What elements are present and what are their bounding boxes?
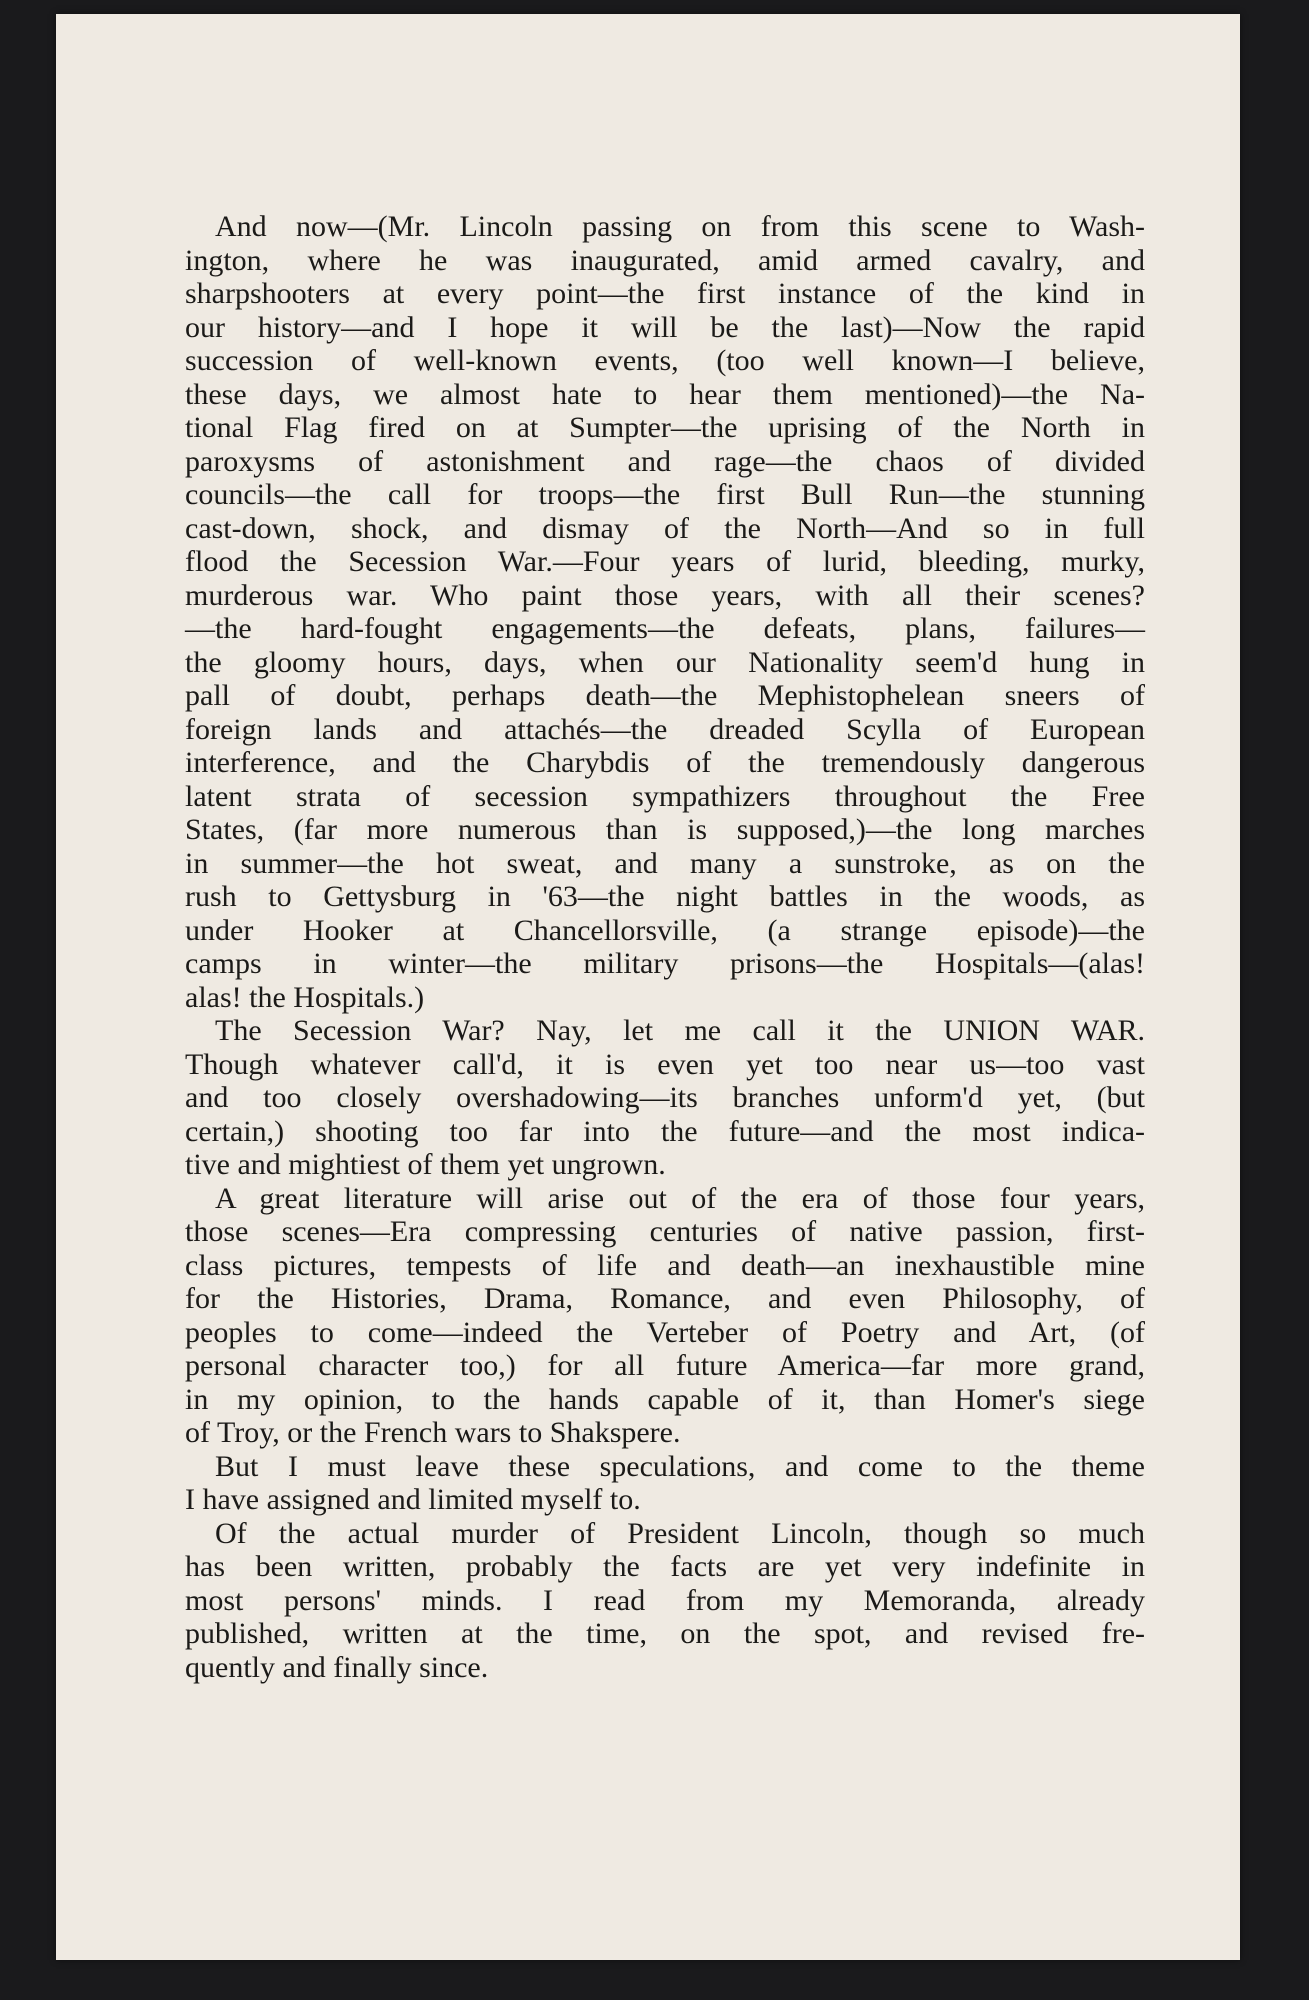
text-line: in summer—the hot sweat, and many a sunstroke, as on the (185, 846, 1145, 880)
text-line: quently and finally since. (185, 1650, 489, 1684)
text-line: for the Histories, Drama, Romance, and even Philosophy, of (185, 1282, 1145, 1315)
text-line: personal character too,) for all future America—far more grand, (185, 1349, 1145, 1382)
text-line: alas! the Hospitals.) (185, 980, 425, 1014)
text-line: camps in winter—the military prisons—the Hospitals—(alas! (185, 947, 1145, 980)
text-line: has been written, probably the facts are yet very indefinite in (185, 1550, 1145, 1583)
text-line: published, written at the time, on the spot, and revised fre- (185, 1617, 1145, 1650)
text-line: murderous war. Who paint those years, with all their scenes? (185, 578, 1145, 612)
text-line: A great literature will arise out of the era of those four years, (215, 1181, 1145, 1215)
text-line: interference, and the Charybdis of the tremendously dangerous (185, 746, 1145, 779)
text-line: sharpshooters at every point—the first instance of the kind in (185, 277, 1145, 310)
text-line: tional Flag fired on at Sumpter—the uprising of the North in (185, 411, 1145, 444)
text-line: of Troy, or the French wars to Shakspere. (185, 1416, 681, 1449)
text-line: flood the Secession War.—Four years of lurid, bleeding, murky, (185, 545, 1145, 578)
text-line: paroxysms of astonishment and rage—the chaos of divided (185, 444, 1145, 478)
text-line: succession of well-known events, (too well known—I believe, (185, 344, 1145, 377)
text-line: most persons' minds. I read from my Memoranda, already (185, 1583, 1145, 1617)
text-line: councils—the call for troops—the first Bull Run—the stunning (185, 478, 1145, 511)
text-line: Though whatever call'd, it is even yet too near us—too vast (185, 1047, 1145, 1081)
text-line: I have assigned and limited myself to. (185, 1483, 641, 1516)
text-line: rush to Gettysburg in '63—the night battles in the woods, as (185, 880, 1145, 913)
text-line: Of the actual murder of President Lincoln, though so much (215, 1516, 1145, 1550)
text-line: those scenes—Era compressing centuries of native passion, first- (185, 1215, 1145, 1248)
text-line: peoples to come—indeed the Verteber of Poetry and Art, (of (185, 1315, 1145, 1349)
text-line: and too closely overshadowing—its branches unform'd yet, (but (185, 1081, 1145, 1114)
text-line: latent strata of secession sympathizers throughout the Free (185, 779, 1145, 813)
text-line: under Hooker at Chancellorsville, (a strange episode)—the (185, 913, 1145, 947)
text-line: class pictures, tempests of life and death—an inexhaustible mine (185, 1248, 1145, 1282)
text-line: The Secession War? Nay, let me call it the UNION WAR. (215, 1014, 1145, 1047)
document-body-text (185, 210, 1145, 1684)
text-line: certain,) shooting too far into the future—and the most indica- (185, 1114, 1145, 1148)
text-line: foreign lands and attachés—the dreaded Scylla of European (185, 712, 1145, 746)
text-line: pall of doubt, perhaps death—the Mephistophelean sneers of (185, 679, 1145, 712)
document-page (56, 14, 1240, 1960)
text-line: these days, we almost hate to hear them mentioned)—the Na- (185, 377, 1145, 411)
text-line: States, (far more numerous than is supposed,)—the long marches (185, 813, 1145, 846)
text-line: ington, where he was inaugurated, amid armed cavalry, and (185, 243, 1145, 277)
text-line: But I must leave these speculations, and come to the theme (215, 1449, 1145, 1483)
text-line: our history—and I hope it will be the last)—Now the rapid (185, 310, 1145, 344)
text-line: the gloomy hours, days, when our Nationality seem'd hung in (185, 645, 1145, 679)
text-line: in my opinion, to the hands capable of it, than Homer's siege (185, 1382, 1145, 1416)
text-line: tive and mightiest of them yet ungrown. (185, 1148, 666, 1181)
text-line: cast-down, shock, and dismay of the North—And so in full (185, 511, 1145, 545)
text-line: —the hard-fought engagements—the defeats, plans, failures— (185, 612, 1145, 645)
text-line: And now—(Mr. Lincoln passing on from this scene to Wash- (215, 210, 1145, 243)
